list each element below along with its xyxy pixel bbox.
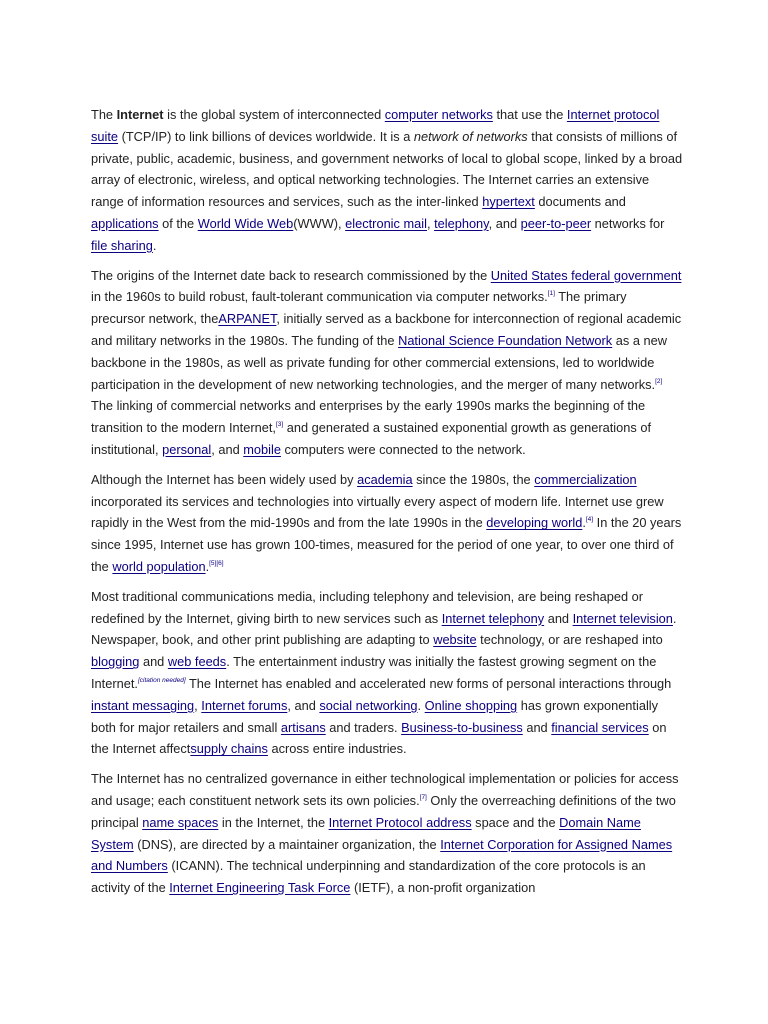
text: , initially served as a backbone for interconnection of regional academic and military networks in the 1980s. The funding of the	[91, 311, 682, 348]
link-us-federal-government[interactable]: United States federal government	[490, 267, 682, 283]
text: that use the	[492, 107, 567, 122]
text: The primary precursor network, the	[91, 289, 627, 327]
link-blogging[interactable]: blogging	[91, 654, 140, 670]
citation-5-6[interactable]: [5][6]	[209, 559, 224, 567]
citation-3[interactable]: [3]	[275, 421, 284, 429]
link-internet-forums[interactable]: Internet forums	[201, 697, 288, 713]
text: , and	[287, 697, 320, 713]
link-ip-address[interactable]: Internet Protocol address	[328, 814, 472, 830]
link-nsfnet[interactable]: National Science Foundation Network	[398, 332, 613, 348]
text: of the	[158, 215, 198, 231]
link-internet-protocol-suite[interactable]: Internet protocol suite	[91, 107, 660, 144]
text: is the global system of interconnected	[163, 107, 385, 122]
link-internet-television[interactable]: Internet television	[572, 610, 673, 626]
link-computer-networks[interactable]: computer networks	[384, 107, 493, 122]
text: that consists of millions of private, public, academic, business, and government networks of local to global scope, linked by a broad array of electronic, wireless, and optical networking technologies. The Internet carries an extensive range of information resources and services, such as the inter-linked	[91, 128, 683, 210]
text: The linking of commercial networks and enterprises by the early 1990s marks the beginning of the transition to the modern Internet,	[91, 398, 646, 436]
text: Only the overreaching definitions of the two principal	[91, 792, 676, 830]
link-business-to-business[interactable]: Business-to-business	[401, 719, 523, 735]
text: .	[582, 515, 586, 531]
text: . The entertainment industry was initially the fastest growing segment on the Internet.	[91, 654, 657, 691]
link-web-feeds[interactable]: web feeds	[167, 654, 227, 670]
link-file-sharing[interactable]: file sharing	[91, 237, 153, 253]
text: (TCP/IP) to link billions of devices worldwide. It is a	[118, 128, 414, 144]
text: .	[417, 697, 425, 713]
text: and	[522, 719, 552, 735]
text: (DNS), are directed by a maintainer organization, the	[133, 836, 441, 852]
text: on the Internet affect	[91, 719, 667, 757]
text: ,	[194, 697, 202, 713]
link-academia[interactable]: academia	[357, 471, 413, 487]
link-domain-name-system[interactable]: Domain Name System	[91, 814, 641, 852]
text: (IETF), a non-profit organization	[350, 880, 536, 896]
text: technology, or are reshaped into	[476, 632, 663, 648]
link-peer-to-peer[interactable]: peer-to-peer	[520, 215, 592, 231]
citation-2[interactable]: [2]	[655, 377, 663, 385]
link-developing-world[interactable]: developing world	[486, 515, 583, 531]
text: and	[544, 610, 573, 626]
citation-4[interactable]: [4]	[585, 516, 594, 524]
text: has grown exponentially both for major retailers and small	[91, 697, 659, 735]
text: as a new backbone in the 1980s, as well as private funding for other commercial extensions, led to worldwide participation in the development of new networking technologies, and the merger of many networks.	[91, 332, 667, 392]
bold-term: Internet	[116, 107, 164, 122]
link-social-networking[interactable]: social networking	[319, 697, 418, 713]
text: since the 1980s, the	[412, 471, 535, 487]
text: and	[139, 654, 168, 670]
text: The origins of the Internet date back to research commissioned by the	[91, 267, 491, 283]
text: , and	[488, 215, 521, 231]
italic-term: network of networks	[413, 128, 528, 144]
text: in the 1960s to build robust, fault-tolerant communication via computer networks.	[91, 289, 548, 305]
text: .	[205, 558, 210, 574]
text: and traders.	[325, 719, 402, 735]
text: networks for	[591, 215, 665, 231]
text: in the Internet, the	[218, 814, 329, 830]
text: In the 20 years since 1995, Internet use has grown 100-times, measured for the period of one year, to over one third of the	[91, 515, 682, 574]
link-financial-services[interactable]: financial services	[551, 719, 649, 735]
citation-needed[interactable]: [citation needed]	[137, 676, 186, 684]
link-electronic-mail[interactable]: electronic mail	[345, 215, 427, 231]
link-supply-chains[interactable]: supply chains	[190, 741, 268, 757]
text: computers were connected to the network.	[280, 441, 526, 457]
text: The Internet has no centralized governance in either technological implementation or policies for access and usage; each constituent network sets its own policies.	[91, 771, 679, 808]
paragraph-adoption	[91, 469, 683, 578]
link-arpanet[interactable]: ARPANET	[218, 311, 277, 327]
link-mobile[interactable]: mobile	[243, 441, 281, 457]
link-artisans[interactable]: artisans	[280, 719, 326, 735]
link-personal[interactable]: personal	[162, 441, 212, 457]
link-commercialization[interactable]: commercialization	[534, 471, 637, 487]
article-body	[91, 104, 683, 907]
text: (WWW),	[293, 215, 346, 231]
paragraph-intro	[91, 104, 683, 257]
text: Most traditional communications media, including telephony and television, are being reshaped or redefined by the Internet, giving birth to new services such as	[91, 588, 644, 626]
paragraph-media	[91, 586, 683, 760]
text: (ICANN). The technical underpinning and standardization of the core protocols is an activity of the	[91, 858, 646, 896]
link-world-population[interactable]: world population	[112, 558, 206, 574]
text: and generated a sustained exponential growth as generations of institutional,	[91, 420, 652, 457]
text: documents and	[534, 194, 626, 210]
link-website[interactable]: website	[433, 632, 477, 648]
text: .	[152, 237, 157, 253]
link-internet-telephony[interactable]: Internet telephony	[441, 610, 545, 626]
link-icann[interactable]: Internet Corporation for Assigned Names and Numbers	[91, 836, 673, 874]
citation-1[interactable]: [1]	[547, 290, 555, 298]
text: ,	[426, 215, 435, 231]
link-name-spaces[interactable]: name spaces	[142, 814, 219, 830]
text: . Newspaper, book, and other print publishing are adapting to	[91, 610, 677, 648]
link-ietf[interactable]: Internet Engineering Task Force	[169, 880, 351, 896]
text: Although the Internet has been widely used by	[91, 471, 358, 487]
link-applications[interactable]: applications	[91, 215, 159, 231]
paragraph-origins	[91, 265, 683, 461]
link-telephony[interactable]: telephony	[434, 215, 489, 231]
link-world-wide-web[interactable]: World Wide Web	[197, 215, 294, 231]
text: , and	[211, 441, 244, 457]
text: across entire industries.	[267, 741, 407, 757]
text: space and the	[471, 814, 560, 830]
citation-7[interactable]: [7]	[419, 793, 427, 801]
text: The Internet has enabled and accelerated new forms of personal interactions through	[185, 675, 672, 691]
link-hypertext[interactable]: hypertext	[482, 194, 535, 210]
text: The	[91, 107, 117, 122]
text: incorporated its services and technologies into virtually every aspect of modern life. Internet use grew rapidly in the West from the mid-1990s and from the late 1990s in the	[91, 493, 664, 531]
link-online-shopping[interactable]: Online shopping	[424, 697, 518, 713]
link-instant-messaging[interactable]: instant messaging	[91, 697, 195, 713]
paragraph-governance	[91, 768, 683, 899]
